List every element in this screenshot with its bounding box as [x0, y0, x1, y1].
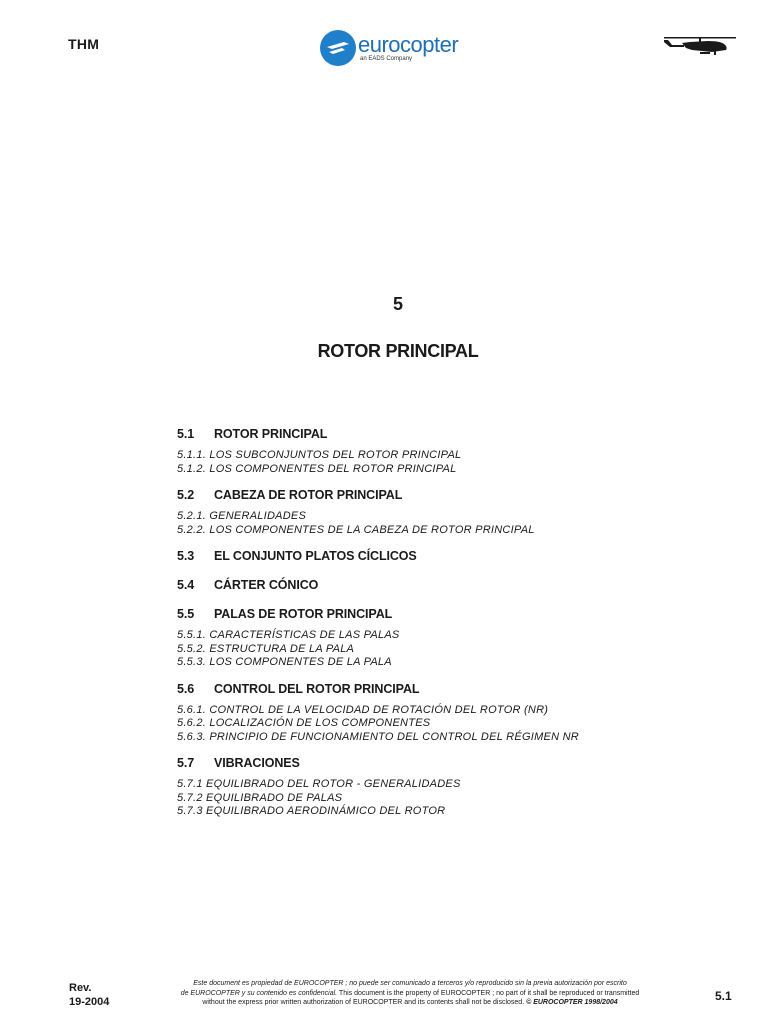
toc-section-number: 5.1 [177, 427, 195, 441]
chapter-number: 5 [392, 294, 403, 314]
toc-section [177, 577, 717, 593]
notice-line-3-text: without the express prior written authorization of EUROCOPTER and its contents shall not be disclosed. [202, 999, 527, 1006]
toc-section [177, 487, 717, 503]
page-number: 5.1 [715, 989, 732, 1003]
toc-section-number: 5.7 [177, 756, 195, 770]
table-of-contents [177, 426, 717, 830]
toc-section-title: VIBRACIONES [214, 756, 300, 770]
toc-subsection: 5.5.1. CARACTERÍSTICAS DE LAS PALAS [177, 629, 400, 641]
revision-block [69, 981, 109, 1009]
logo-tagline: an EADS Company [360, 56, 413, 62]
helicopter-icon [662, 30, 738, 56]
toc-subsection-list [177, 629, 717, 670]
toc-section-title: CÁRTER CÓNICO [214, 578, 319, 592]
toc-subsection: 5.6.1. CONTROL DE LA VELOCIDAD DE ROTACIÓN DEL ROTOR (NR) [177, 703, 549, 716]
chapter-title: ROTOR PRINCIPAL [317, 341, 479, 361]
notice-line-2-english: This document is the property of EUROCOPTER ; no part of it shall be reproduced or transmitted [337, 989, 640, 997]
toc-section [177, 681, 717, 697]
toc-section [177, 426, 717, 442]
toc-section-title: CONTROL DEL ROTOR PRINCIPAL [214, 681, 420, 696]
logo-emblem-icon [320, 30, 356, 66]
toc-section [177, 755, 717, 771]
toc-subsection-list [177, 704, 717, 745]
notice-line-2-spanish: de EUROCOPTER y su contenido es confidencial. [180, 989, 338, 997]
toc-section-title: CABEZA DE ROTOR PRINCIPAL [214, 488, 403, 502]
toc-subsection: 5.1.2. LOS COMPONENTES DEL ROTOR PRINCIPAL [177, 462, 457, 475]
toc-subsection: 5.5.2. ESTRUCTURA DE LA PALA [177, 642, 355, 655]
toc-section-number: 5.3 [177, 549, 195, 563]
document-code: THM [68, 36, 100, 52]
toc-section-title: PALAS DE ROTOR PRINCIPAL [214, 607, 393, 621]
toc-section [177, 548, 717, 564]
toc-section-number: 5.4 [177, 578, 195, 592]
toc-section-title: EL CONJUNTO PLATOS CÍCLICOS [214, 549, 417, 563]
toc-subsection: 5.7.1 EQUILIBRADO DEL ROTOR - GENERALIDADES [177, 778, 461, 790]
eurocopter-logo [320, 28, 490, 68]
revision-label: Rev. [69, 982, 92, 994]
toc-subsection-list [177, 778, 717, 819]
toc-section-title: ROTOR PRINCIPAL [214, 427, 328, 441]
toc-subsection: 5.6.2. LOCALIZACIÓN DE LOS COMPONENTES [177, 717, 431, 729]
revision-value: 19-2004 [69, 996, 110, 1008]
notice-line-1: Este document es propiedad de EUROCOPTER ; no puede ser comunicado a terceros y/o reproducido sin la previa autorización por escrito [193, 980, 627, 987]
notice-line-3 [150, 998, 670, 1008]
copyright: © EUROCOPTER 1998/2004 [526, 999, 618, 1006]
toc-section-number: 5.6 [177, 681, 195, 696]
toc-subsection: 5.6.3. PRINCIPIO DE FUNCIONAMIENTO DEL CONTROL DEL RÉGIMEN NR [177, 730, 579, 743]
toc-subsection: 5.2.2. LOS COMPONENTES DE LA CABEZA DE ROTOR PRINCIPAL [177, 523, 535, 536]
toc-section [177, 606, 717, 622]
toc-subsection: 5.7.2 EQUILIBRADO DE PALAS [177, 791, 343, 804]
confidentiality-notice [150, 979, 670, 1008]
toc-subsection: 5.7.3 EQUILIBRADO AERODINÁMICO DEL ROTOR [177, 805, 446, 817]
toc-section-number: 5.2 [177, 488, 195, 502]
toc-subsection: 5.1.1. LOS SUBCONJUNTOS DEL ROTOR PRINCIPAL [177, 449, 462, 461]
toc-subsection-list [177, 510, 717, 537]
logo-wordmark: eurocopter [358, 32, 459, 57]
toc-subsection-list [177, 449, 717, 476]
toc-subsection: 5.2.1. GENERALIDADES [177, 510, 307, 522]
toc-subsection: 5.5.3. LOS COMPONENTES DE LA PALA [177, 656, 392, 668]
toc-section-number: 5.5 [177, 607, 195, 621]
notice-line-2 [150, 989, 670, 999]
